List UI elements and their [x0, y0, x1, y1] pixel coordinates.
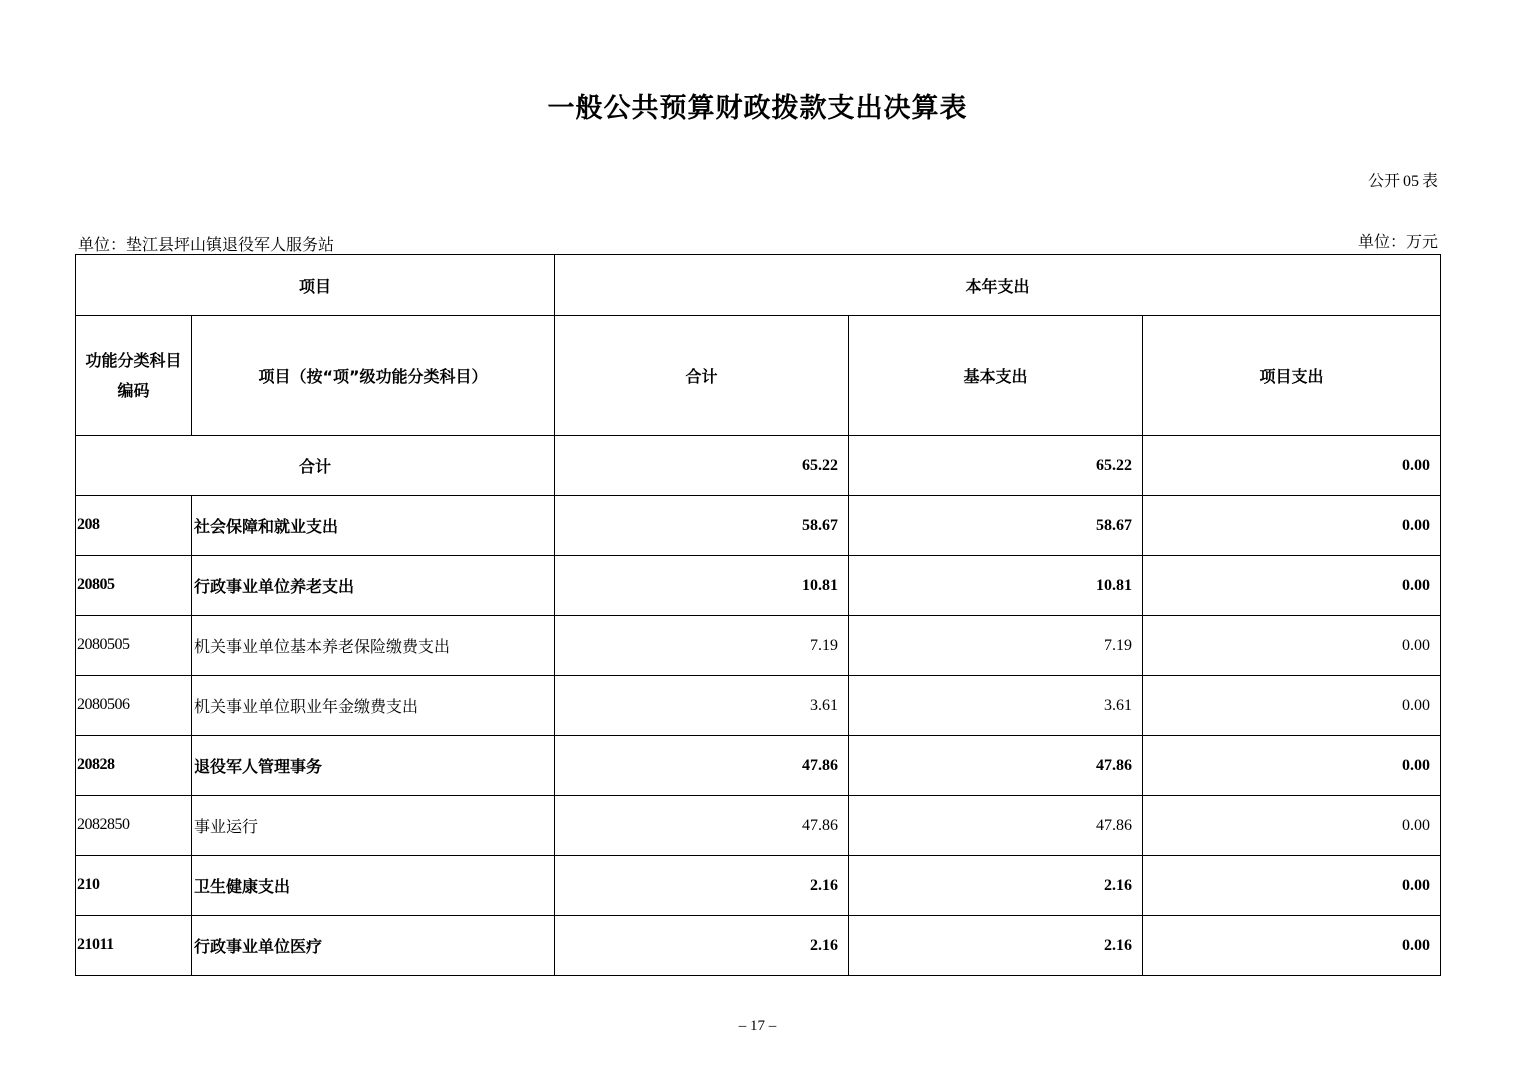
header-item-name: 项目（按“项”级功能分类科目）: [192, 316, 555, 436]
row-project: 0.00: [1143, 796, 1441, 856]
expenditure-table: [75, 254, 1441, 976]
table-row: [76, 916, 1441, 976]
row-total: 3.61: [555, 676, 849, 736]
form-number-value: 05: [1402, 173, 1419, 190]
row-name: 机关事业单位职业年金缴费支出: [192, 676, 555, 736]
row-project: 0.00: [1143, 676, 1441, 736]
row-code: 210: [76, 856, 192, 916]
row-code: 2080506: [76, 676, 192, 736]
page-title: 一般公共预算财政拨款支出决算表: [547, 93, 968, 124]
form-number-suffix: 表: [1421, 171, 1438, 190]
total-basic: 65.22: [849, 436, 1143, 496]
row-total: 58.67: [555, 496, 849, 556]
header-project: 项目: [76, 255, 555, 316]
total-label: 合计: [76, 436, 555, 496]
form-number: [1368, 168, 1438, 191]
form-number-prefix: 公开: [1367, 171, 1400, 190]
table-row: [76, 616, 1441, 676]
row-code: 208: [76, 496, 192, 556]
row-project: 0.00: [1143, 916, 1441, 976]
row-basic: 58.67: [849, 496, 1143, 556]
row-code: 20828: [76, 736, 192, 796]
header-code-line2: 编码: [117, 380, 150, 400]
row-total: 2.16: [555, 856, 849, 916]
header-code-line1: 功能分类科目: [85, 350, 182, 370]
row-total: 2.16: [555, 916, 849, 976]
row-name: 行政事业单位养老支出: [192, 556, 555, 616]
table-row: [76, 796, 1441, 856]
header-row-2: [76, 316, 1441, 436]
total-row: [76, 436, 1441, 496]
page-number: – 17 –: [738, 1018, 777, 1034]
row-name: 退役军人管理事务: [192, 736, 555, 796]
row-project: 0.00: [1143, 736, 1441, 796]
row-total: 7.19: [555, 616, 849, 676]
table-row: [76, 856, 1441, 916]
row-project: 0.00: [1143, 616, 1441, 676]
row-code: 2082850: [76, 796, 192, 856]
row-code: 21011: [76, 916, 192, 976]
row-basic: 2.16: [849, 856, 1143, 916]
row-name: 事业运行: [192, 796, 555, 856]
row-project: 0.00: [1143, 556, 1441, 616]
table-row: [76, 496, 1441, 556]
unit-organization: 单位：垫江县坪山镇退役军人服务站: [78, 235, 335, 254]
row-name: 卫生健康支出: [192, 856, 555, 916]
row-basic: 3.61: [849, 676, 1143, 736]
table-row: [76, 676, 1441, 736]
table-row: [76, 556, 1441, 616]
row-basic: 10.81: [849, 556, 1143, 616]
row-basic: 47.86: [849, 796, 1143, 856]
row-project: 0.00: [1143, 856, 1441, 916]
row-total: 47.86: [555, 796, 849, 856]
header-total: 合计: [555, 316, 849, 436]
header-project-exp: 项目支出: [1143, 316, 1441, 436]
row-basic: 7.19: [849, 616, 1143, 676]
row-code: 20805: [76, 556, 192, 616]
row-project: 0.00: [1143, 496, 1441, 556]
row-basic: 2.16: [849, 916, 1143, 976]
row-name: 机关事业单位基本养老保险缴费支出: [192, 616, 555, 676]
row-name: 行政事业单位医疗: [192, 916, 555, 976]
header-code: [76, 316, 192, 436]
table-row: [76, 736, 1441, 796]
unit-currency: 单位：万元: [1357, 232, 1438, 251]
row-total: 10.81: [555, 556, 849, 616]
header-row-1: [76, 255, 1441, 316]
row-code: 2080505: [76, 616, 192, 676]
header-basic: 基本支出: [849, 316, 1143, 436]
total-project: 0.00: [1143, 436, 1441, 496]
row-basic: 47.86: [849, 736, 1143, 796]
row-name: 社会保障和就业支出: [192, 496, 555, 556]
header-current-year: 本年支出: [555, 255, 1441, 316]
row-total: 47.86: [555, 736, 849, 796]
total-amount: 65.22: [555, 436, 849, 496]
